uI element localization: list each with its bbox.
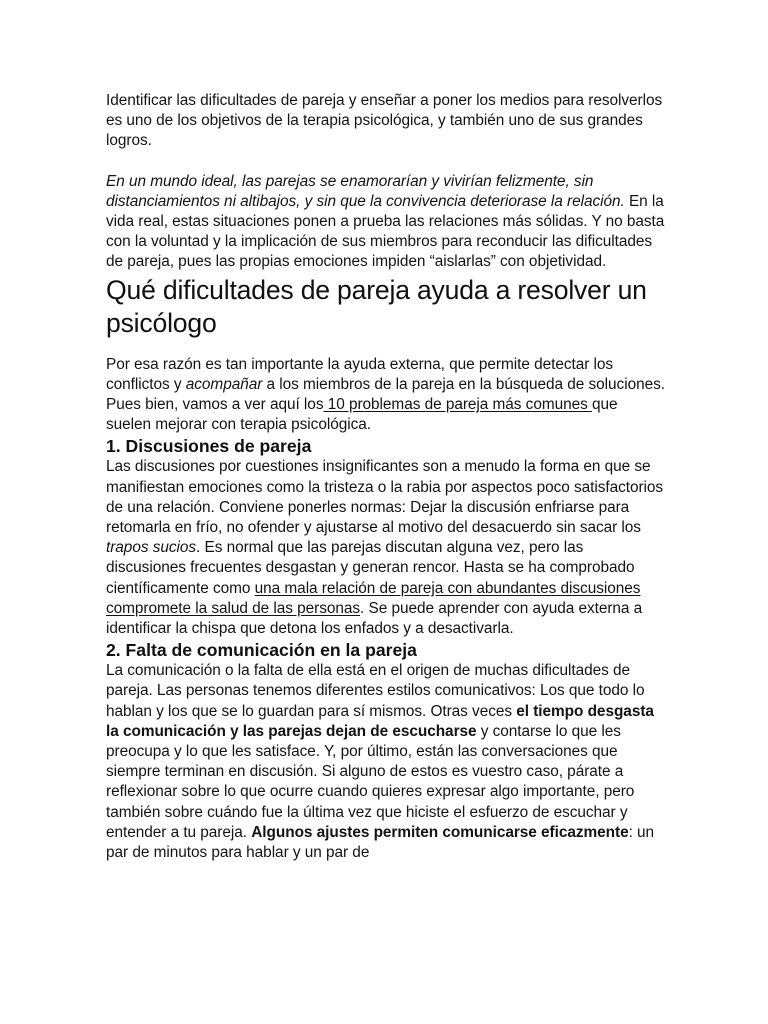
section-2-bold-text-2: Algunos ajustes permiten comunicarse eficazmente [251, 823, 629, 841]
section-1-heading: 1. Discusiones de pareja [106, 436, 312, 457]
intro-paragraph-2-text: En la vida real, estas situaciones ponen a prueba las relaciones más sólidas. Y no basta con la voluntad y la implicación de sus miembros para reconducir las dificultades de pareja, pues las propias emociones impiden “aislarlas” con objetividad. [106, 192, 665, 271]
intro-paragraph-2 [106, 172, 666, 273]
section-2-paragraph [106, 661, 666, 863]
document-page [106, 91, 666, 863]
lead-text-2: a los miembros de la pareja en la búsqueda de soluciones. Pues bien, vamos a ver aquí los [106, 375, 665, 414]
problems-link[interactable]: 10 problemas de pareja más comunes [323, 396, 593, 414]
health-study-link[interactable]: una mala relación de pareja con abundantes discusiones compromete la salud de las personas [106, 579, 641, 617]
section-1-text-3: . Se puede aprender con ayuda externa a identificar la chispa que detona los enfados y a desactivarla. [106, 599, 643, 638]
section-1-paragraph [106, 457, 666, 639]
intro-paragraph-1: Identificar las dificultades de pareja y enseñar a poner los medios para resolverlos es uno de los objetivos de la terapia psicológica, y también uno de sus grandes logros. [106, 92, 663, 150]
section-2-text-3: : un par de minutos para hablar y un par de [106, 823, 655, 862]
paragraph-gap [106, 152, 666, 172]
section-2-text-2: y contarse lo que les preocupa y lo que les satisface. Y, por último, están las conversaciones que siempre terminan en discusión. Si alguno de estos es vuestro caso, párate a reflexionar sobre lo que ocurre cuando quieres expresar algo importante, pero también sobre cuándo fue la última vez que hiciste el esfuerzo de escuchar y entender a tu pareja. [106, 722, 635, 841]
section-1-text-2: . Es normal que las parejas discutan alguna vez, pero las discusiones frecuentes desgastan y generan rencor. Hasta se ha comprobado científicamente como [106, 539, 635, 597]
section-2-text-1: La comunicación o la falta de ella está en el origen de muchas dificultades de pareja. Las personas tenemos diferentes estilos comunicativos: Los que todo lo hablan y los que se lo guardan para sí mismos. Otras veces [106, 662, 645, 720]
main-heading: Qué dificultades de pareja ayuda a resolver un psicólogo [106, 274, 647, 338]
section-2-heading: 2. Falta de comunicación en la pareja [106, 640, 417, 661]
lead-italic-text: acompañar [185, 375, 263, 393]
intro-italic-text: En un mundo ideal, las parejas se enamorarían y vivirían felizmente, sin distanciamientos ni altibajos, y sin que la convivencia deteriorase la relación. [106, 172, 625, 210]
lead-text-3: que suelen mejorar con terapia psicológica. [106, 396, 618, 434]
section-1-text-1: Las discusiones por cuestiones insignificantes son a menudo la forma en que se manifiestan emociones como la tristeza o la rabia por aspectos poco satisfactorios de una relación. Conviene ponerles normas: Dejar la discusión enfriarse para retomarla en frío, no ofender y ajustarse al motivo del desacuerdo sin sacar los [106, 458, 664, 537]
lead-text-1: Por esa razón es tan importante la ayuda externa, que permite detectar los conflictos y [106, 355, 614, 393]
lead-paragraph [106, 355, 666, 436]
section-1-italic-text: trapos sucios [106, 539, 197, 557]
section-2-bold-text-1: el tiempo desgasta la comunicación y las parejas dejan de escucharse [106, 702, 654, 740]
